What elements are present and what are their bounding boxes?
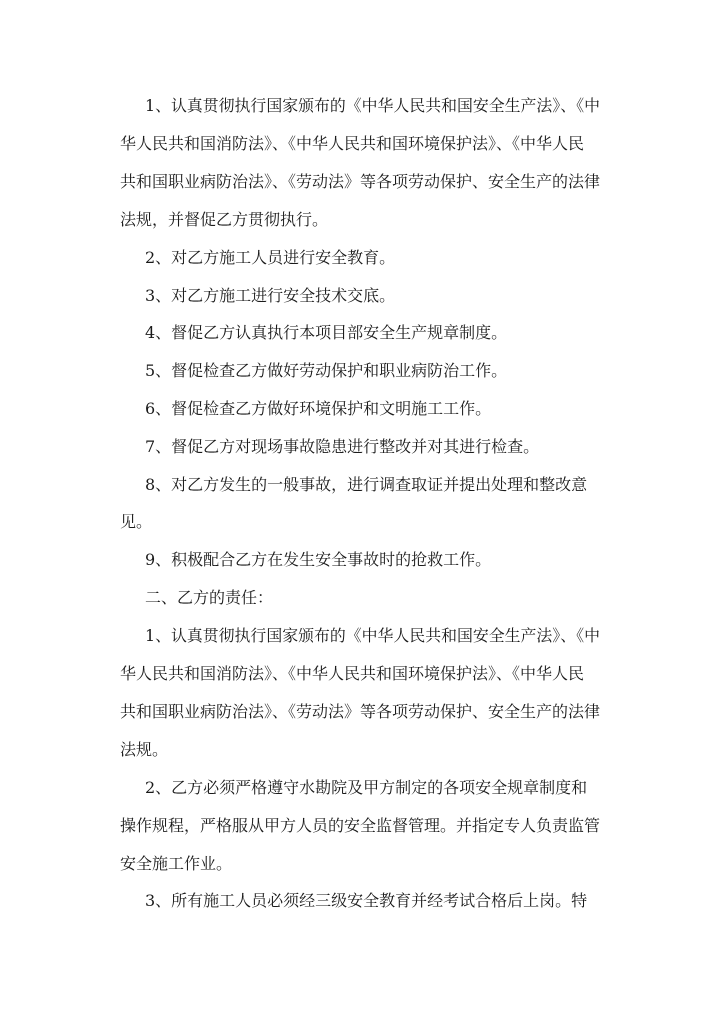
line-text: 见。: [120, 512, 153, 531]
text-line: [0, 167, 720, 197]
line-text: 4、督促乙方认真执行本项目部安全生产规章制度。: [145, 323, 508, 342]
text-line: [0, 507, 720, 537]
text-line: [0, 545, 720, 575]
line-text: 1、认真贯彻执行国家颁布的《中华人民共和国安全生产法》、《中: [145, 626, 600, 645]
text-line: [0, 621, 720, 651]
line-text: 华人民共和国消防法》、《中华人民共和国环境保护法》、《中华人民: [120, 134, 585, 153]
line-text: 5、督促检查乙方做好劳动保护和职业病防治工作。: [145, 361, 508, 380]
line-text: 7、督促乙方对现场事故隐患进行整改并对其进行检查。: [145, 437, 540, 456]
line-text: 华人民共和国消防法》、《中华人民共和国环境保护法》、《中华人民: [120, 664, 585, 683]
line-text: 共和国职业病防治法》、《劳动法》等各项劳动保护、安全生产的法律: [120, 702, 601, 721]
text-line: [0, 735, 720, 765]
text-line: [0, 811, 720, 841]
text-line: [0, 659, 720, 689]
text-line: [0, 849, 720, 879]
line-text: 1、认真贯彻执行国家颁布的《中华人民共和国安全生产法》、《中: [145, 96, 600, 115]
line-text: 法规。: [120, 740, 169, 759]
text-line: [0, 91, 720, 121]
text-line: [0, 773, 720, 803]
line-text: 安全施工作业。: [120, 854, 233, 873]
line-text: 法规，并督促乙方贯彻执行。: [120, 210, 329, 229]
text-line: [0, 129, 720, 159]
text-line: [0, 205, 720, 235]
line-text: 3、所有施工人员必须经三级安全教育并经考试合格后上岗。特: [145, 891, 588, 910]
line-text: 8、对乙方发生的一般事故，进行调查取证并提出处理和整改意: [145, 475, 588, 494]
text-line: [0, 697, 720, 727]
line-text: 9、积极配合乙方在发生安全事故时的抢救工作。: [145, 550, 492, 569]
line-text: 2、乙方必须严格遵守水勘院及甲方制定的各项安全规章制度和: [145, 778, 588, 797]
line-text: 操作规程，严格服从甲方人员的安全监督管理。并指定专人负责监管: [120, 816, 601, 835]
line-text: 6、督促检查乙方做好环境保护和文明施工工作。: [145, 399, 492, 418]
line-text: 2、对乙方施工人员进行安全教育。: [145, 248, 396, 267]
line-text: 二、乙方的责任：: [145, 588, 274, 607]
text-line: [0, 470, 720, 500]
text-line: [0, 281, 720, 311]
line-text: 3、对乙方施工进行安全技术交底。: [145, 286, 396, 305]
text-line: [0, 243, 720, 273]
text-line: [0, 394, 720, 424]
text-line: [0, 886, 720, 916]
text-line: [0, 432, 720, 462]
section-heading: [0, 583, 720, 613]
text-line: [0, 356, 720, 386]
text-line: [0, 318, 720, 348]
line-text: 共和国职业病防治法》、《劳动法》等各项劳动保护、安全生产的法律: [120, 172, 601, 191]
